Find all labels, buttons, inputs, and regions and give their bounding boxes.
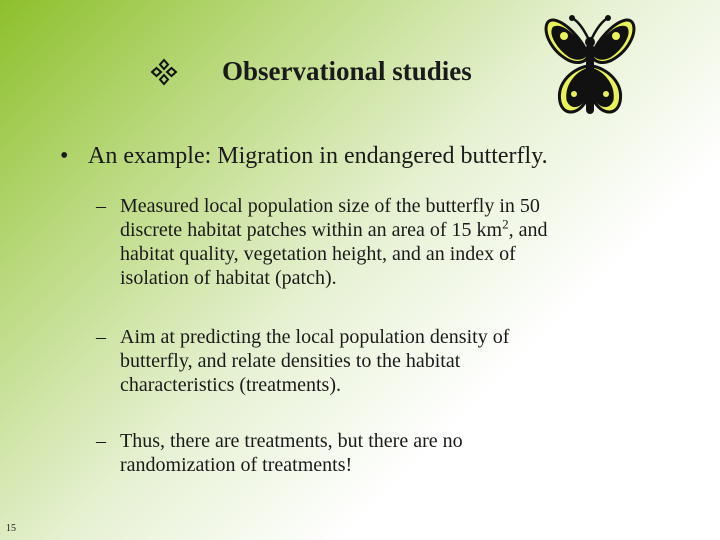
subbullet-line: Measured local population size of the butterfly in 50 — [120, 195, 540, 217]
subbullet-dash: – — [96, 326, 106, 348]
area-text-end: , and — [508, 219, 548, 241]
subbullet-line: butterfly, and relate densities to the habitat — [120, 350, 461, 372]
bullet-text: An example: Migration in endangered butterfly. — [88, 143, 548, 169]
subbullet-line: isolation of habitat (patch). — [120, 267, 337, 289]
subbullet-line — [120, 218, 660, 242]
subbullet-dash: – — [96, 195, 106, 217]
subbullet-text — [120, 325, 660, 397]
area-text: discrete habitat patches within an area of 15 km — [120, 219, 503, 241]
subbullet-dash: – — [96, 430, 106, 452]
subbullet-line: Aim at predicting the local population density of — [120, 326, 510, 348]
subbullet-text — [120, 429, 660, 477]
subbullet-line: habitat quality, vegetation height, and an index of — [120, 243, 516, 265]
slide-number: 15 — [6, 523, 16, 534]
slide-title: Observational studies — [222, 56, 472, 86]
subbullet-line: randomization of treatments! — [120, 454, 353, 476]
superscript: 2 — [502, 216, 509, 232]
bullet-dot: • — [60, 143, 69, 169]
subbullet-line: characteristics (treatments). — [120, 374, 341, 396]
subbullet-line: Thus, there are treatments, but there are no — [120, 430, 463, 452]
subbullet-text — [120, 194, 660, 290]
